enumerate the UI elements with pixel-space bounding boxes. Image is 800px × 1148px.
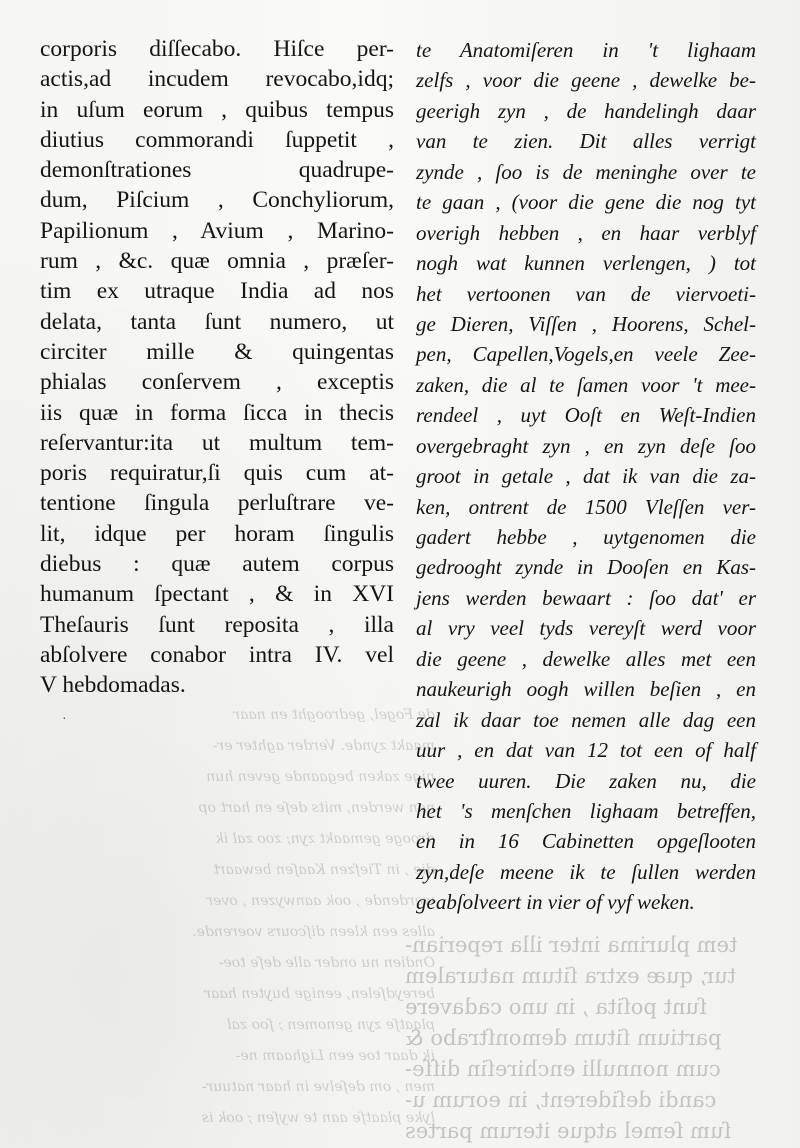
- text-line: groot in getale , dat ik van die za-: [416, 464, 756, 489]
- text-line: nogh wat kunnen verlengen, ) tot: [416, 251, 756, 276]
- text-line: delata, tanta ſunt numero, ut: [40, 308, 394, 335]
- show-through-line: men , om deſelve in haar natuur-: [201, 1079, 435, 1095]
- text-line: zal ik daar toe nemen alle dag een: [416, 707, 756, 732]
- text-line: te gaan , (voor die gene die nog tyt: [416, 190, 756, 215]
- show-through-line: ik daar toe een Lighaam ne-: [235, 1048, 435, 1064]
- text-line: poris requiratur,ſi quis cum at-: [40, 460, 394, 487]
- dutch-text-column: [416, 35, 756, 918]
- text-line: Theſauris ſunt reposita , illa: [40, 611, 394, 638]
- show-through-line: maakt zynde. Verder aghter er-: [212, 738, 435, 754]
- text-line: het 's menſchen lighaam betreffen,: [416, 798, 756, 823]
- text-line: zelfs , voor die geene , dewelke be-: [416, 68, 756, 93]
- text-line: al vry veel tyds vereyſt werd voor: [416, 616, 756, 641]
- text-line: abſolvere conabor intra IV. vel: [40, 641, 394, 668]
- text-line: Papilionum , Avium , Marino-: [40, 217, 394, 244]
- show-through-line: plaatſe zyn genomen ; ſoo zal: [226, 1017, 435, 1033]
- show-through-line: ſum ſemel atque iterum partes: [405, 1119, 732, 1143]
- text-line: geabſolveert in vier of vyf weken.: [416, 890, 695, 915]
- text-line: tentione ſingula perluſtrare ve-: [40, 490, 394, 517]
- text-line: diebus : quæ autem corpus: [40, 551, 394, 578]
- text-line: die geene , dewelke alles met een: [416, 646, 756, 671]
- text-line: ge Dieren, Viſſen , Hoorens, Schel-: [416, 311, 756, 336]
- text-line: het vertoonen van de viervoeti-: [416, 281, 756, 306]
- show-through-right-text: [405, 930, 795, 1147]
- show-through-line: werdende , ook aanwyzen , over: [206, 893, 435, 909]
- text-line: in uſum eorum , quibus tempus: [40, 96, 394, 123]
- text-line: phialas conſervem , exceptis: [40, 369, 394, 396]
- show-through-line: bereydſelen, eenige buyten haar: [204, 986, 435, 1002]
- ink-speck: ·: [62, 712, 67, 727]
- show-through-line: tem plurima inter illa reperian-: [405, 933, 738, 957]
- text-line: rum , &c. quæ omnia , præſer-: [40, 248, 394, 275]
- text-line: zynde , ſoo is de meninghe over te: [416, 159, 756, 184]
- text-line: van te zien. Dit alles verrigt: [416, 129, 756, 154]
- text-line: diutius commorandi ſuppetit ,: [40, 126, 394, 153]
- show-through-line: Ondien nu onder alle deſe toe-: [218, 955, 435, 971]
- show-through-line: ſunt poſita , in uno cadavere: [405, 995, 707, 1019]
- text-line: twee uuren. Die zaken nu, die: [416, 768, 756, 793]
- text-line: actis,ad incudem revocabo,idq;: [40, 66, 394, 93]
- show-through-line: die , in Tiefzen Kaaſen bewaart: [213, 862, 435, 878]
- show-through-line: nige zaken begaande geven hun: [206, 769, 435, 785]
- text-line: jens werden bewaart : ſoo dat' er: [416, 585, 756, 610]
- show-through-line: lyke plaatſe aan te wyſen ; ook is: [201, 1110, 435, 1126]
- text-line: lit, idque per horam ſingulis: [40, 520, 394, 547]
- show-through-line: tur, quæ extra ſitum naturalem: [405, 964, 737, 988]
- show-through-line: candi deſiderent, in eorum u-: [405, 1088, 717, 1112]
- text-line: demonſtrationes quadrupe-: [40, 157, 394, 184]
- show-through-line: de Fogel, gedrooght en naar: [233, 707, 435, 723]
- text-line: en in 16 Cabinetten opgeſlooten: [416, 829, 756, 854]
- show-through-line: cum nonnulli enchireſin diſſe-: [405, 1057, 721, 1081]
- text-line: circiter mille & quingentas: [40, 338, 394, 365]
- text-line: iis quæ in forma ſicca in thecis: [40, 399, 394, 426]
- text-line: zyn,deſe meene ik te ſullen werden: [416, 859, 756, 884]
- text-line: V hebdomadas.: [40, 672, 186, 699]
- text-line: gedrooght zynde in Dooſen en Kas-: [416, 555, 756, 580]
- show-through-line: drooge gemaakt zyn; zoo zal ik: [215, 831, 435, 847]
- text-line: rendeel , uyt Ooſt en Weſt-Indien: [416, 403, 756, 428]
- text-line: te Anatomiſeren in 't lighaam: [416, 38, 756, 62]
- text-line: zaken, die al te ſamen voor 't mee-: [416, 372, 756, 397]
- text-line: humanum ſpectant , & in XVI: [40, 581, 394, 608]
- text-line: geerigh zyn , de handelingh daar: [416, 98, 756, 123]
- text-line: overigh hebben , en haar verblyf: [416, 220, 756, 245]
- text-line: uur , en dat van 12 tot een of half: [416, 738, 756, 763]
- text-line: naukeurigh oogh willen beſien , en: [416, 677, 756, 702]
- text-line: ken, ontrent de 1500 Vleſſen ver-: [416, 494, 756, 519]
- text-line: dum, Piſcium , Conchyliorum,: [40, 187, 394, 214]
- show-through-line: partium ſitum demonſtrabo &: [405, 1026, 722, 1050]
- show-through-line: nen werden, mits deſe en hart op: [198, 800, 435, 816]
- text-line: reſervantur:ita ut multum tem-: [40, 429, 394, 456]
- show-through-line: alles een kleen diſcours voerende.: [192, 924, 435, 940]
- latin-text-column: [40, 34, 394, 701]
- text-line: pen, Capellen,Vogels,en veele Zee-: [416, 342, 756, 367]
- text-line: overgebraght zyn , en zyn deſe ſoo: [416, 433, 756, 458]
- text-line: tim ex utraque India ad nos: [40, 278, 394, 305]
- text-line: corporis diſſecabo. Hiſce per-: [40, 36, 394, 62]
- text-line: gadert hebbe , uytgenomen die: [416, 525, 756, 549]
